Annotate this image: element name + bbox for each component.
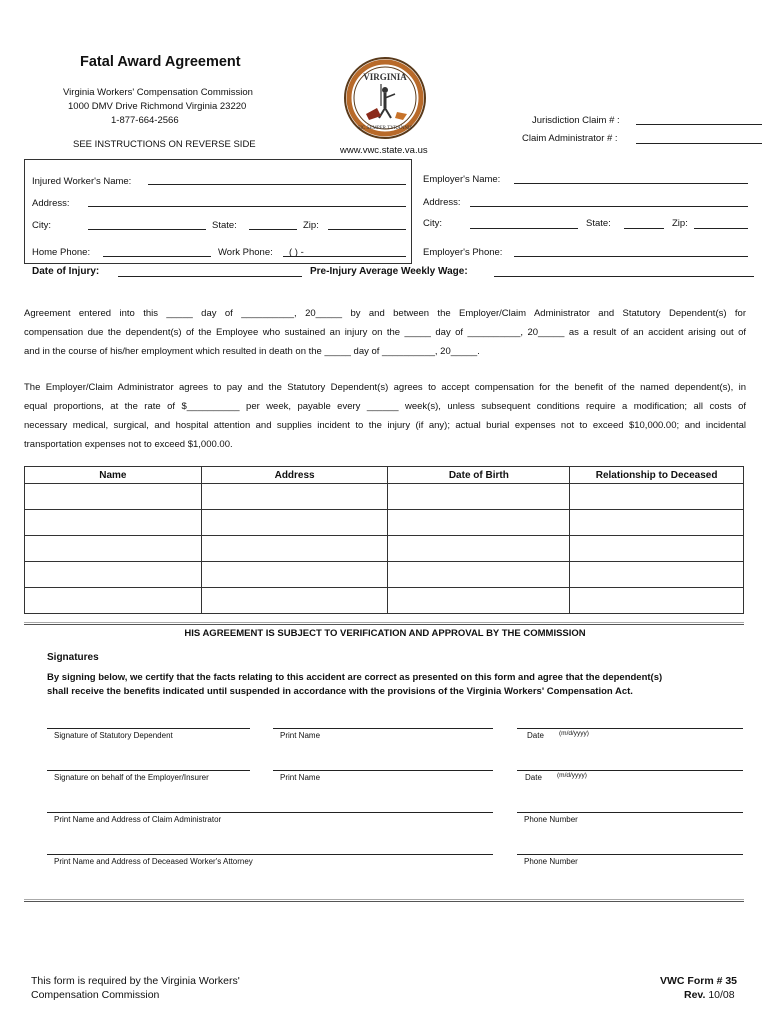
claim-admin-name-field[interactable] xyxy=(47,812,493,813)
table-cell[interactable] xyxy=(388,510,570,536)
commission-notice: HIS AGREEMENT IS SUBJECT TO VERIFICATION AND APPROVAL BY THE COMMISSION xyxy=(184,628,586,639)
work-phone-label: Work Phone: xyxy=(218,247,273,258)
table-cell[interactable] xyxy=(201,484,388,510)
table-row xyxy=(25,588,744,614)
dependent-print-name-label: Print Name xyxy=(280,731,321,740)
employer-address-label: Address: xyxy=(423,197,461,208)
employer-print-name-field[interactable] xyxy=(273,770,493,771)
employer-name-field[interactable] xyxy=(514,183,748,184)
table-cell[interactable] xyxy=(25,536,202,562)
employer-address-field[interactable] xyxy=(470,206,748,207)
employer-name-label: Employer's Name: xyxy=(423,174,501,185)
signatures-heading: Signatures xyxy=(47,652,99,663)
claim-admin-phone-field[interactable] xyxy=(517,812,743,813)
employer-signature-label: Signature on behalf of the Employer/Insurer xyxy=(54,773,209,782)
home-phone-field[interactable] xyxy=(103,256,211,257)
table-cell[interactable] xyxy=(388,484,570,510)
injured-name-field[interactable] xyxy=(148,184,406,185)
revision xyxy=(684,989,735,1001)
table-cell[interactable] xyxy=(25,588,202,614)
date-of-injury-label: Date of Injury: xyxy=(32,266,100,277)
employer-date-label: Date xyxy=(525,773,542,782)
instructions-note: SEE INSTRUCTIONS ON REVERSE SIDE xyxy=(73,139,256,150)
svg-text:SIC SEMPER TYRANNIS: SIC SEMPER TYRANNIS xyxy=(357,126,413,131)
employer-date-field[interactable] xyxy=(517,770,743,771)
employer-state-label: State: xyxy=(586,218,611,229)
dependent-date-format: (m/d/yyyy) xyxy=(559,730,589,737)
injured-address-label: Address: xyxy=(32,198,70,209)
col-header-address: Address xyxy=(201,467,388,484)
date-of-injury-field[interactable] xyxy=(118,276,302,277)
attorney-name-field[interactable] xyxy=(47,854,493,855)
claim-admin-field[interactable] xyxy=(636,143,762,144)
form-number: VWC Form # 35 xyxy=(660,975,738,987)
table-cell[interactable] xyxy=(25,510,202,536)
table-cell[interactable] xyxy=(388,562,570,588)
agreement-line-1: Agreement entered into this _____ day of __________, 20_____ by and between the Employer/Claim Administrator and Statutory Dependent(s) for xyxy=(24,308,746,319)
table-cell[interactable] xyxy=(25,562,202,588)
agreement-paragraph xyxy=(24,304,746,361)
agreement-line-3: and in the course of his/her employment which resulted in death on the _____ day of __________, 20_____. xyxy=(24,346,480,357)
table-cell[interactable] xyxy=(201,536,388,562)
employer-zip-label: Zip: xyxy=(672,218,688,229)
injured-state-field[interactable] xyxy=(249,229,297,230)
org-name: Virginia Workers' Compensation Commission xyxy=(63,87,253,98)
table-cell[interactable] xyxy=(388,536,570,562)
payment-paragraph xyxy=(24,378,746,454)
svg-text:VIRGINIA: VIRGINIA xyxy=(363,72,407,82)
form-title: Fatal Award Agreement xyxy=(80,54,241,70)
certify-line-1: By signing below, we certify that the facts relating to this accident are correct as presented on this form and agree that the dependent(s) xyxy=(47,672,663,683)
attorney-phone-field[interactable] xyxy=(517,854,743,855)
payment-line-2: equal proportions, at the rate of $__________ per week, payable every ______ week(s), unless subsequent conditions require a modification; all costs of xyxy=(24,401,746,412)
claim-admin-phone-label: Phone Number xyxy=(524,815,578,824)
table-cell[interactable] xyxy=(570,510,744,536)
injured-zip-label: Zip: xyxy=(303,220,319,231)
certify-line-2: shall receive the benefits indicated until suspended in accordance with the provisions of the Virginia Workers' Compensation Act. xyxy=(47,686,633,697)
revision-date: 10/08 xyxy=(708,989,735,1001)
work-phone-field[interactable] xyxy=(283,256,406,257)
dependent-signature-field[interactable] xyxy=(47,728,250,729)
employer-city-field[interactable] xyxy=(470,228,578,229)
claim-admin-name-label: Print Name and Address of Claim Administrator xyxy=(54,815,222,824)
footer-note-line-1: This form is required by the Virginia Workers' xyxy=(31,975,240,987)
dependent-print-name-field[interactable] xyxy=(273,728,493,729)
attorney-phone-label: Phone Number xyxy=(524,857,578,866)
table-cell[interactable] xyxy=(25,484,202,510)
virginia-seal xyxy=(341,56,429,140)
table-cell[interactable] xyxy=(570,562,744,588)
employer-city-label: City: xyxy=(423,218,442,229)
employer-state-field[interactable] xyxy=(624,228,664,229)
employer-date-format: (m/d/yyyy) xyxy=(557,772,587,779)
dependent-date-label: Date xyxy=(527,731,544,740)
org-address: 1000 DMV Drive Richmond Virginia 23220 xyxy=(68,101,247,112)
table-cell[interactable] xyxy=(201,588,388,614)
table-cell[interactable] xyxy=(570,484,744,510)
table-cell[interactable] xyxy=(570,536,744,562)
injured-address-field[interactable] xyxy=(88,206,406,207)
payment-line-3: necessary medical, surgical, and hospital attention and supplies incident to the injury (if any); actual burial expenses not to exceed $10,000.00; and incidental xyxy=(24,420,746,431)
dependent-date-field[interactable] xyxy=(517,728,743,729)
table-row xyxy=(25,562,744,588)
table-row xyxy=(25,510,744,536)
work-phone-mask: ( ) - xyxy=(289,247,304,258)
jurisdiction-claim-label: Jurisdiction Claim # : xyxy=(532,115,620,126)
org-phone: 1-877-664-2566 xyxy=(111,115,179,126)
agreement-line-2: compensation due the dependent(s) of the Employee who sustained an injury on the _____ day of __________, 20_____ as a result of an accident arising out of xyxy=(24,327,746,338)
table-row xyxy=(25,484,744,510)
dependents-table xyxy=(24,466,744,614)
col-header-relationship: Relationship to Deceased xyxy=(570,467,744,484)
footer-note-line-2: Compensation Commission xyxy=(31,989,160,1001)
injured-city-field[interactable] xyxy=(88,229,206,230)
table-cell[interactable] xyxy=(201,510,388,536)
injured-name-label: Injured Worker's Name: xyxy=(32,176,132,187)
table-cell[interactable] xyxy=(201,562,388,588)
payment-line-4: transportation expenses not to exceed $1,000.00. xyxy=(24,439,233,450)
attorney-name-label: Print Name and Address of Deceased Worker's Attorney xyxy=(54,857,253,866)
website: www.vwc.state.va.us xyxy=(340,145,428,156)
col-header-name: Name xyxy=(25,467,202,484)
table-cell[interactable] xyxy=(570,588,744,614)
weekly-wage-field[interactable] xyxy=(494,276,754,277)
employer-signature-field[interactable] xyxy=(47,770,250,771)
employer-phone-label: Employer's Phone: xyxy=(423,247,503,258)
table-row xyxy=(25,536,744,562)
revision-label: Rev. xyxy=(684,989,706,1001)
home-phone-label: Home Phone: xyxy=(32,247,91,258)
claim-admin-label: Claim Administrator # : xyxy=(522,133,618,144)
weekly-wage-label: Pre-Injury Average Weekly Wage: xyxy=(310,266,468,277)
jurisdiction-claim-field[interactable] xyxy=(636,124,762,125)
signatures-divider xyxy=(24,899,744,902)
payment-line-1: The Employer/Claim Administrator agrees to pay and the Statutory Dependent(s) agrees to accept compensation for the benefit of the named dependent(s), in xyxy=(24,382,746,393)
table-cell[interactable] xyxy=(388,588,570,614)
employer-zip-field[interactable] xyxy=(694,228,748,229)
injured-city-label: City: xyxy=(32,220,51,231)
section-divider xyxy=(24,622,744,625)
dependent-signature-label: Signature of Statutory Dependent xyxy=(54,731,173,740)
col-header-dob: Date of Birth xyxy=(388,467,570,484)
employer-print-name-label: Print Name xyxy=(280,773,321,782)
injured-state-label: State: xyxy=(212,220,237,231)
injured-zip-field[interactable] xyxy=(328,229,406,230)
employer-phone-field[interactable] xyxy=(514,256,748,257)
